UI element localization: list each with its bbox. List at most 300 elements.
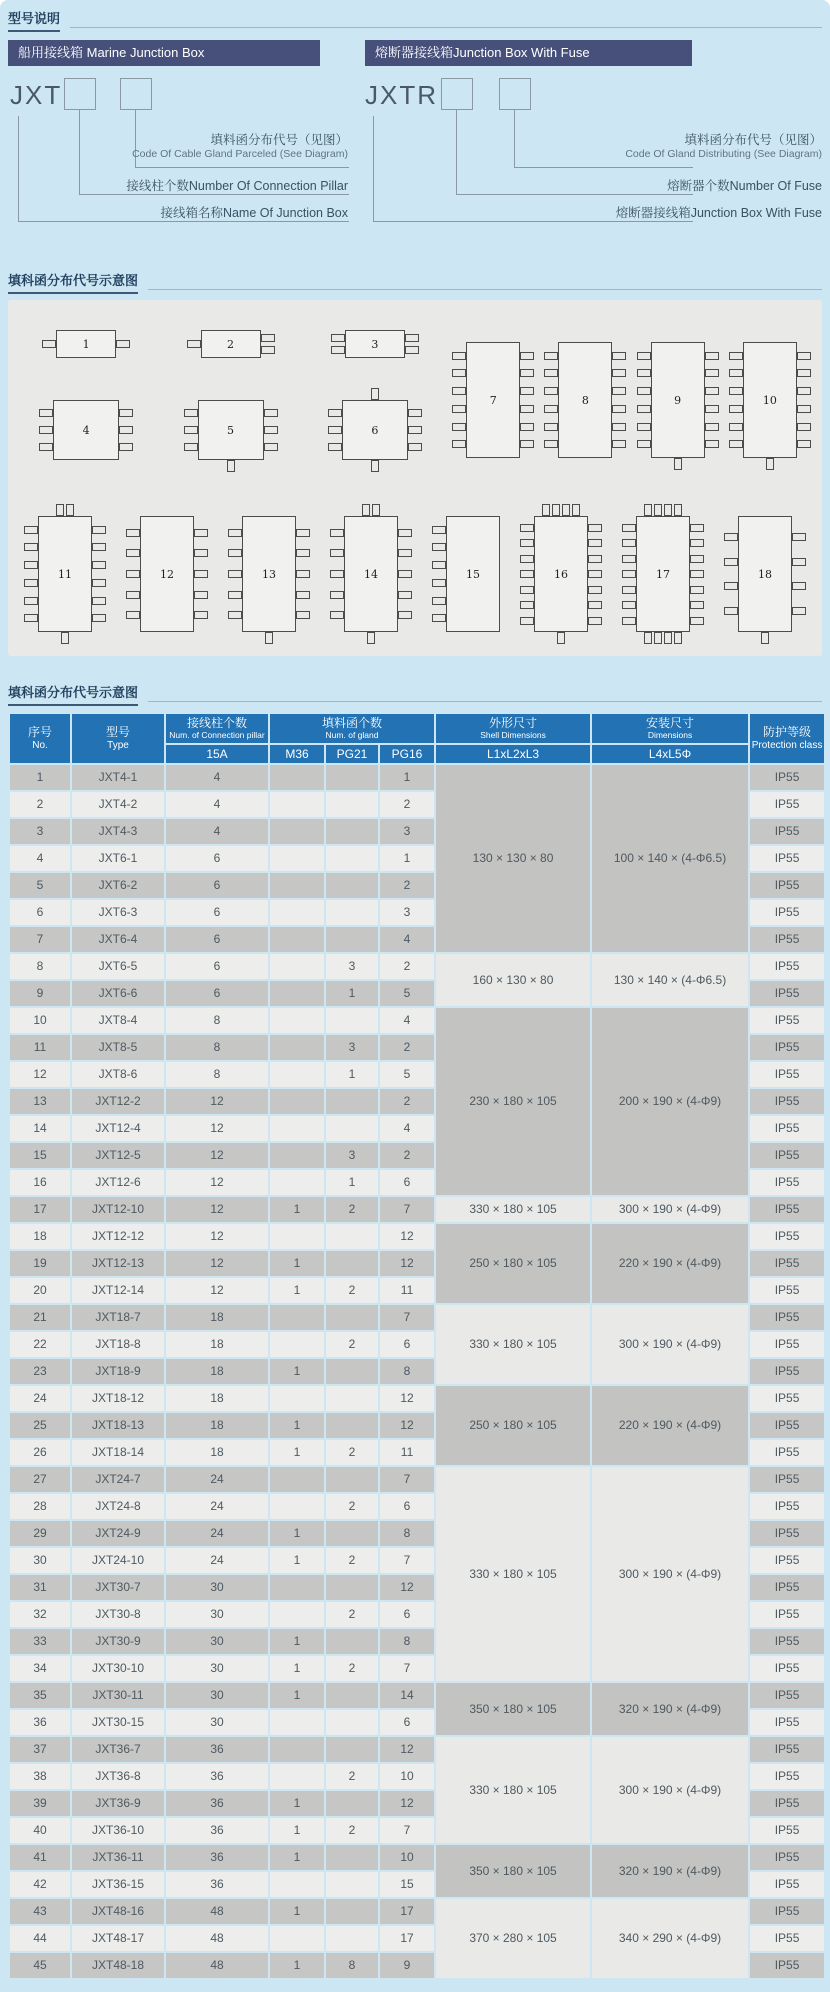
cell-no: 25: [10, 1413, 70, 1438]
cell-no: 39: [10, 1791, 70, 1816]
cell-protection-class: IP55: [750, 1116, 824, 1141]
junction-box-body: [743, 342, 797, 458]
cable-gland-stub: [92, 543, 106, 551]
cell-type: JXT4-2: [72, 792, 164, 817]
cell-mount-dimensions: 130 × 140 × (4-Φ6.5): [592, 954, 748, 1006]
cell-pg16: 2: [380, 1089, 434, 1114]
junction-box-diagram: [228, 504, 310, 644]
cable-gland-stub: [264, 426, 278, 434]
cell-type: JXT12-10: [72, 1197, 164, 1222]
cable-gland-stub: [520, 405, 534, 413]
cell-no: 33: [10, 1629, 70, 1654]
cell-protection-class: IP55: [750, 1521, 824, 1546]
diagram-code-number: 10: [762, 393, 777, 407]
cell-m36: [270, 927, 324, 952]
cell-pg16: 11: [380, 1440, 434, 1465]
cable-gland-stub: [664, 504, 672, 516]
title-rule: [148, 289, 822, 290]
cable-gland-stub: [792, 558, 806, 566]
cell-pg21: [326, 927, 378, 952]
cell-protection-class: IP55: [750, 1548, 824, 1573]
cell-no: 41: [10, 1845, 70, 1870]
cell-type: JXT6-6: [72, 981, 164, 1006]
cable-gland-stub: [792, 582, 806, 590]
cell-m36: [270, 954, 324, 979]
cell-pg16: 12: [380, 1251, 434, 1276]
cell-type: JXT18-9: [72, 1359, 164, 1384]
cell-no: 35: [10, 1683, 70, 1708]
cell-m36: 1: [270, 1251, 324, 1276]
cell-mount-dimensions: 300 × 190 × (4-Φ9): [592, 1737, 748, 1843]
cell-protection-class: IP55: [750, 1278, 824, 1303]
cell-m36: [270, 819, 324, 844]
junction-box-body: [738, 516, 792, 632]
cell-pg21: 1: [326, 981, 378, 1006]
cell-15a: 12: [166, 1197, 268, 1222]
cable-gland-stub: [42, 340, 56, 348]
cable-gland-stub: [184, 409, 198, 417]
cable-gland-stub: [432, 579, 446, 587]
diagram-code-number: 7: [489, 393, 497, 407]
cable-gland-stub: [705, 352, 719, 360]
cell-m36: [270, 1332, 324, 1357]
cell-15a: 30: [166, 1683, 268, 1708]
diagram-code-number: 1: [82, 337, 90, 351]
cell-no: 10: [10, 1008, 70, 1033]
junction-box-body: [198, 400, 264, 460]
cell-15a: 36: [166, 1818, 268, 1843]
cable-gland-stub: [644, 632, 652, 644]
cable-gland-stub: [724, 533, 738, 541]
cable-gland-stub: [690, 539, 704, 547]
cell-type: JXT36-11: [72, 1845, 164, 1870]
cell-pg16: 12: [380, 1413, 434, 1438]
cell-mount-dimensions: 320 × 190 × (4-Φ9): [592, 1845, 748, 1897]
cell-pg16: 2: [380, 792, 434, 817]
cell-protection-class: IP55: [750, 1656, 824, 1681]
cell-protection-class: IP55: [750, 1251, 824, 1276]
cable-gland-stub: [432, 543, 446, 551]
cell-m36: [270, 1170, 324, 1195]
cell-m36: 1: [270, 1791, 324, 1816]
cell-protection-class: IP55: [750, 1089, 824, 1114]
cell-pg16: 2: [380, 1143, 434, 1168]
cable-gland-stub: [187, 340, 201, 348]
cable-gland-stub: [264, 409, 278, 417]
cell-type: JXT24-7: [72, 1467, 164, 1492]
cell-pg21: 2: [326, 1818, 378, 1843]
cable-gland-stub: [184, 426, 198, 434]
cell-no: 31: [10, 1575, 70, 1600]
model-code-figure: [8, 72, 348, 240]
cable-gland-stub: [296, 529, 310, 537]
cell-pg21: [326, 1575, 378, 1600]
cable-gland-stub: [797, 352, 811, 360]
cell-protection-class: IP55: [750, 1062, 824, 1087]
cell-type: JXT30-11: [72, 1683, 164, 1708]
cable-gland-stub: [432, 597, 446, 605]
cell-m36: [270, 846, 324, 871]
diagram-code-number: 12: [160, 567, 174, 581]
cell-m36: [270, 1035, 324, 1060]
cable-gland-stub: [398, 591, 412, 599]
cable-gland-stub: [622, 524, 636, 532]
cell-m36: 1: [270, 1683, 324, 1708]
cable-gland-stub: [39, 426, 53, 434]
cell-type: JXT12-6: [72, 1170, 164, 1195]
cell-type: JXT48-17: [72, 1926, 164, 1951]
cable-gland-stub: [61, 632, 69, 644]
cell-protection-class: IP55: [750, 1332, 824, 1357]
cable-gland-stub: [612, 369, 626, 377]
cell-no: 6: [10, 900, 70, 925]
model-panels: [8, 40, 822, 240]
cable-gland-stub: [405, 334, 419, 342]
cell-15a: 30: [166, 1629, 268, 1654]
cell-pg16: 12: [380, 1737, 434, 1762]
cell-pg21: 2: [326, 1494, 378, 1519]
cell-15a: 4: [166, 765, 268, 790]
cell-pg16: 10: [380, 1764, 434, 1789]
cell-no: 20: [10, 1278, 70, 1303]
cell-protection-class: IP55: [750, 1602, 824, 1627]
cell-pg16: 6: [380, 1710, 434, 1735]
table-row: [10, 954, 824, 979]
cell-m36: [270, 1710, 324, 1735]
cell-pg21: [326, 1413, 378, 1438]
table-row: [10, 1305, 824, 1330]
cable-gland-stub: [228, 529, 242, 537]
cell-pg16: 17: [380, 1899, 434, 1924]
cell-pg21: [326, 1521, 378, 1546]
cell-15a: 8: [166, 1008, 268, 1033]
table-row: [10, 1683, 824, 1708]
cell-shell-dimensions: 130 × 130 × 80: [436, 765, 590, 952]
cable-gland-stub: [331, 346, 345, 354]
cable-gland-stub: [622, 539, 636, 547]
cable-gland-stub: [612, 352, 626, 360]
cell-15a: 36: [166, 1791, 268, 1816]
cell-pg21: 2: [326, 1656, 378, 1681]
cable-gland-stub: [637, 423, 651, 431]
cable-gland-stub: [330, 529, 344, 537]
cell-mount-dimensions: 300 × 190 × (4-Φ9): [592, 1467, 748, 1681]
cell-pg16: 4: [380, 927, 434, 952]
cable-gland-stub: [654, 504, 662, 516]
cable-gland-stub: [729, 387, 743, 395]
cell-m36: 1: [270, 1440, 324, 1465]
code-box: [441, 78, 473, 110]
cable-gland-stub: [330, 549, 344, 557]
cell-type: JXT18-13: [72, 1413, 164, 1438]
cell-pg16: 12: [380, 1224, 434, 1249]
cable-gland-stub: [119, 426, 133, 434]
cell-shell-dimensions: 160 × 130 × 80: [436, 954, 590, 1006]
cell-15a: 36: [166, 1737, 268, 1762]
cell-15a: 30: [166, 1602, 268, 1627]
cell-pg16: 12: [380, 1791, 434, 1816]
diagram-code-number: 9: [674, 393, 682, 407]
cable-gland-stub: [705, 369, 719, 377]
cell-pg21: [326, 1224, 378, 1249]
junction-box-diagram: [331, 318, 419, 370]
cell-type: JXT36-9: [72, 1791, 164, 1816]
cell-no: 24: [10, 1386, 70, 1411]
cell-pg16: 4: [380, 1116, 434, 1141]
cable-gland-stub: [330, 591, 344, 599]
cable-gland-stub: [612, 423, 626, 431]
cell-pg16: 2: [380, 954, 434, 979]
cell-type: JXT8-5: [72, 1035, 164, 1060]
cable-gland-stub: [228, 611, 242, 619]
cell-protection-class: IP55: [750, 1467, 824, 1492]
cable-gland-stub: [572, 504, 580, 516]
cable-gland-stub: [56, 504, 64, 516]
diagram-code-number: 6: [371, 423, 379, 437]
cell-pg16: 3: [380, 900, 434, 925]
cell-m36: [270, 1224, 324, 1249]
cell-type: JXT24-9: [72, 1521, 164, 1546]
cable-gland-stub: [674, 458, 682, 470]
cable-gland-stub: [119, 409, 133, 417]
cell-15a: 12: [166, 1251, 268, 1276]
junction-box-body: [558, 342, 612, 458]
cable-gland-stub: [184, 443, 198, 451]
table-row: [10, 1899, 824, 1924]
cell-mount-dimensions: 300 × 190 × (4-Φ9): [592, 1197, 748, 1222]
cable-gland-stub: [328, 443, 342, 451]
cell-pg21: [326, 1737, 378, 1762]
cable-gland-stub: [119, 443, 133, 451]
cell-pg16: 7: [380, 1467, 434, 1492]
cable-gland-stub: [729, 369, 743, 377]
diagram-code-number: 3: [371, 337, 379, 351]
col-header-shell: 外形尺寸 Shell Dimensions: [436, 714, 590, 743]
cable-gland-stub: [520, 555, 534, 563]
cell-m36: 1: [270, 1359, 324, 1384]
section-title-model-description: [8, 8, 822, 32]
cell-pg16: 15: [380, 1872, 434, 1897]
cell-protection-class: IP55: [750, 1197, 824, 1222]
cell-type: JXT30-10: [72, 1656, 164, 1681]
cell-type: JXT6-4: [72, 927, 164, 952]
cable-gland-stub: [729, 352, 743, 360]
cable-gland-stub: [126, 549, 140, 557]
diagram-code-number: 15: [466, 567, 480, 581]
cell-15a: 30: [166, 1575, 268, 1600]
cell-15a: 24: [166, 1548, 268, 1573]
cell-shell-dimensions: 350 × 180 × 105: [436, 1845, 590, 1897]
cell-type: JXT36-8: [72, 1764, 164, 1789]
cable-gland-stub: [261, 334, 275, 342]
title-rule: [70, 27, 822, 28]
junction-box-diagram: [452, 330, 534, 470]
cell-no: 22: [10, 1332, 70, 1357]
junction-box-diagram: [520, 504, 602, 644]
cable-gland-stub: [766, 458, 774, 470]
box-name-label: 接线箱名称Name Of Junction Box: [160, 206, 348, 220]
cell-protection-class: IP55: [750, 1224, 824, 1249]
cell-pg21: [326, 1008, 378, 1033]
cable-gland-stub: [520, 369, 534, 377]
cell-type: JXT18-12: [72, 1386, 164, 1411]
cell-type: JXT30-15: [72, 1710, 164, 1735]
cell-shell-dimensions: 330 × 180 × 105: [436, 1197, 590, 1222]
cell-no: 3: [10, 819, 70, 844]
cell-pg21: 2: [326, 1602, 378, 1627]
junction-box-body: [345, 330, 405, 358]
cell-no: 43: [10, 1899, 70, 1924]
cable-gland-stub: [520, 352, 534, 360]
cell-no: 19: [10, 1251, 70, 1276]
junction-box-diagram: [328, 388, 422, 472]
cell-type: JXT12-4: [72, 1116, 164, 1141]
model-code: JXTR: [365, 80, 438, 110]
cable-gland-stub: [705, 423, 719, 431]
cable-gland-stub: [612, 440, 626, 448]
junction-box-diagram: [729, 330, 811, 470]
junction-box-diagram: [637, 330, 719, 470]
cable-gland-stub: [544, 352, 558, 360]
cell-type: JXT36-10: [72, 1818, 164, 1843]
junction-box-diagram: [24, 504, 106, 644]
cell-type: JXT18-8: [72, 1332, 164, 1357]
cell-no: 45: [10, 1953, 70, 1978]
spec-table: [8, 712, 826, 1980]
cell-15a: 4: [166, 792, 268, 817]
cell-m36: 1: [270, 1953, 324, 1978]
cell-no: 23: [10, 1359, 70, 1384]
cable-gland-stub: [705, 387, 719, 395]
cell-pg16: 1: [380, 846, 434, 871]
section-title-text: 填科函分布代号示意图: [8, 270, 138, 294]
cell-m36: 1: [270, 1629, 324, 1654]
cell-shell-dimensions: 250 × 180 × 105: [436, 1386, 590, 1465]
cable-gland-stub: [24, 614, 38, 622]
cable-gland-stub: [588, 586, 602, 594]
cell-pg21: [326, 1467, 378, 1492]
cell-mount-dimensions: 220 × 190 × (4-Φ9): [592, 1386, 748, 1465]
cable-gland-stub: [432, 614, 446, 622]
cell-type: JXT6-5: [72, 954, 164, 979]
cell-pg21: [326, 765, 378, 790]
cell-type: JXT36-7: [72, 1737, 164, 1762]
cell-pg16: 6: [380, 1602, 434, 1627]
cell-mount-dimensions: 300 × 190 × (4-Φ9): [592, 1305, 748, 1384]
diagram-code-number: 4: [82, 423, 90, 437]
cell-type: JXT24-10: [72, 1548, 164, 1573]
cable-gland-stub: [264, 443, 278, 451]
cell-pg21: [326, 846, 378, 871]
cable-gland-stub: [520, 440, 534, 448]
cell-pg21: 1: [326, 1170, 378, 1195]
cable-gland-stub: [328, 409, 342, 417]
cell-15a: 18: [166, 1359, 268, 1384]
cell-no: 11: [10, 1035, 70, 1060]
fuse-count-label: 熔断器个数Number Of Fuse: [667, 179, 822, 193]
cell-pg21: [326, 1116, 378, 1141]
cell-m36: [270, 792, 324, 817]
cell-pg16: 2: [380, 873, 434, 898]
cell-protection-class: IP55: [750, 1791, 824, 1816]
cell-type: JXT48-18: [72, 1953, 164, 1978]
cable-gland-stub: [261, 346, 275, 354]
cable-gland-stub: [92, 526, 106, 534]
junction-box-body: [242, 516, 296, 632]
cell-15a: 48: [166, 1953, 268, 1978]
code-box: [120, 78, 152, 110]
junction-box-diagram: [330, 504, 412, 644]
cell-pg21: [326, 1305, 378, 1330]
cell-protection-class: IP55: [750, 1413, 824, 1438]
cell-15a: 6: [166, 873, 268, 898]
junction-box-body: [342, 400, 408, 460]
cell-m36: [270, 1764, 324, 1789]
cell-pg21: [326, 819, 378, 844]
cable-gland-stub: [690, 570, 704, 578]
junction-box-diagram: [724, 504, 806, 644]
cell-type: JXT4-3: [72, 819, 164, 844]
cell-m36: [270, 1305, 324, 1330]
cable-gland-stub: [405, 346, 419, 354]
cell-protection-class: IP55: [750, 954, 824, 979]
cable-gland-stub: [452, 440, 466, 448]
cell-15a: 36: [166, 1872, 268, 1897]
cell-type: JXT30-7: [72, 1575, 164, 1600]
cell-no: 42: [10, 1872, 70, 1897]
cable-gland-stub: [588, 555, 602, 563]
cell-m36: [270, 1089, 324, 1114]
cell-protection-class: IP55: [750, 1899, 824, 1924]
cable-gland-stub: [39, 443, 53, 451]
cell-shell-dimensions: 330 × 180 × 105: [436, 1737, 590, 1843]
cell-pg21: [326, 1386, 378, 1411]
junction-box-body: [344, 516, 398, 632]
cable-gland-stub: [126, 529, 140, 537]
cable-gland-stub: [452, 369, 466, 377]
cell-15a: 8: [166, 1062, 268, 1087]
table-row: [10, 1737, 824, 1762]
fuse-junction-box-panel: [365, 40, 822, 240]
cable-gland-stub: [372, 504, 380, 516]
subheader-l4l5: L4xL5Φ: [592, 745, 748, 763]
cable-gland-stub: [588, 601, 602, 609]
cable-gland-stub: [637, 440, 651, 448]
cell-m36: [270, 1737, 324, 1762]
diagram-code-number: 17: [656, 567, 670, 581]
junction-box-diagram: [544, 330, 626, 470]
cell-m36: [270, 1467, 324, 1492]
cell-pg16: 7: [380, 1818, 434, 1843]
cable-gland-stub: [724, 558, 738, 566]
cell-protection-class: IP55: [750, 1440, 824, 1465]
cable-gland-stub: [520, 617, 534, 625]
cell-shell-dimensions: 230 × 180 × 105: [436, 1008, 590, 1195]
cell-pg16: 14: [380, 1683, 434, 1708]
cable-gland-stub: [398, 529, 412, 537]
junction-box-diagram: [184, 388, 278, 472]
cell-15a: 30: [166, 1656, 268, 1681]
cable-gland-stub: [674, 632, 682, 644]
cable-gland-stub: [331, 334, 345, 342]
cell-15a: 4: [166, 819, 268, 844]
cell-type: JXT12-14: [72, 1278, 164, 1303]
cell-m36: [270, 1602, 324, 1627]
cell-15a: 12: [166, 1143, 268, 1168]
cell-pg21: [326, 1089, 378, 1114]
cable-gland-stub: [194, 549, 208, 557]
cable-gland-stub: [562, 504, 570, 516]
